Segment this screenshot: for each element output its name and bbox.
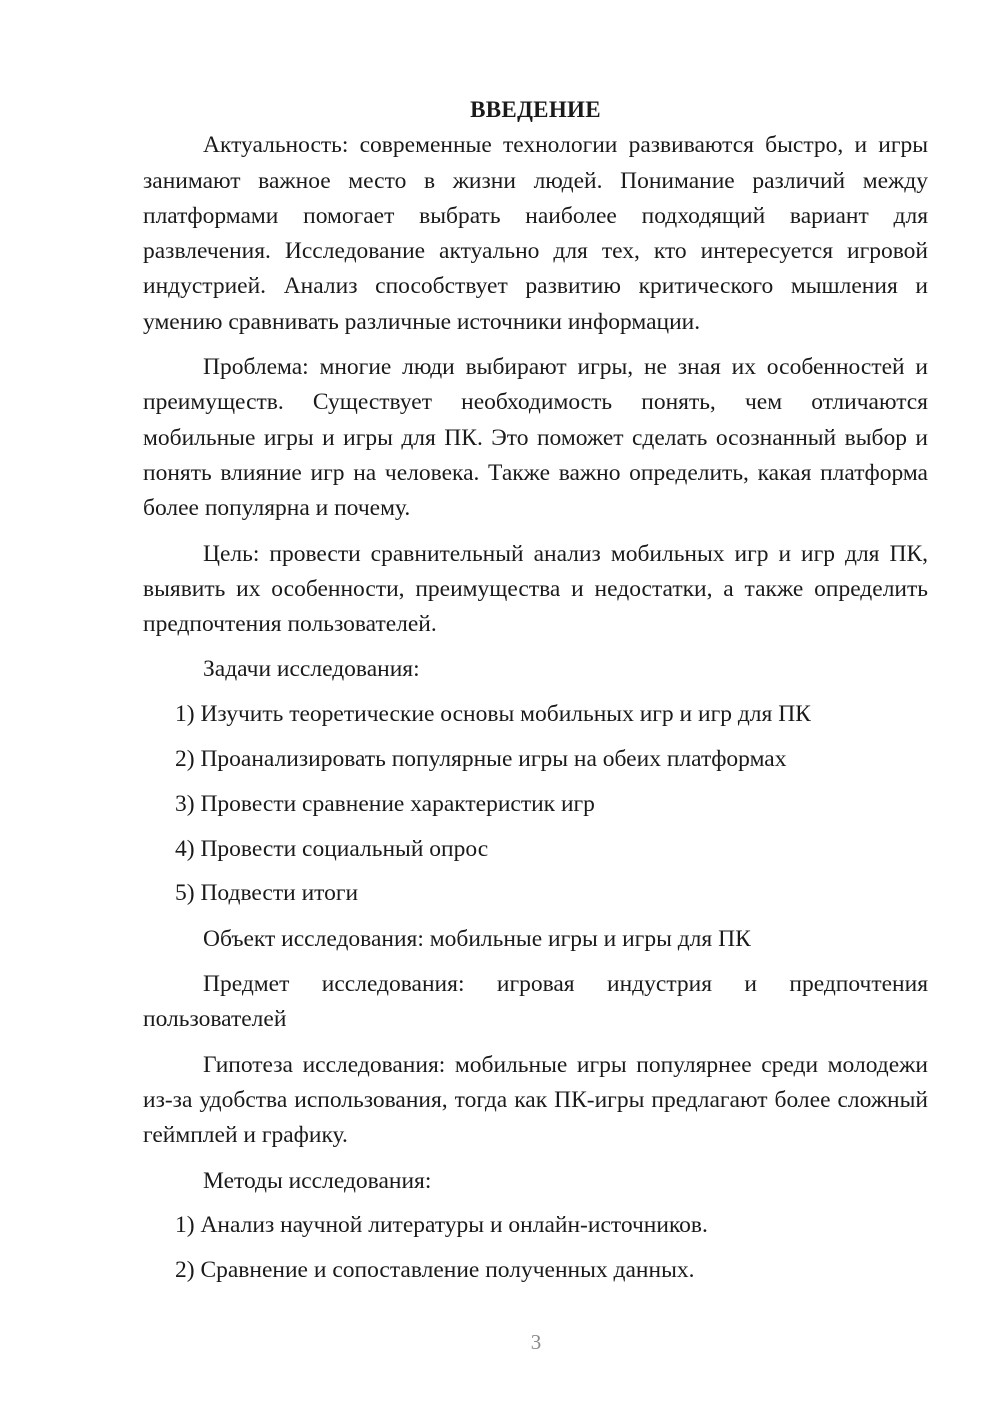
object-paragraph: Объект исследования: мобильные игры и игры для ПК	[203, 925, 751, 952]
goal-paragraph: Цель: провести сравнительный анализ мобильных игр и игр для ПК, выявить их особенности, преимущества и недостатки, а также определить предпочтения пользователей.	[143, 540, 928, 638]
page-number: 3	[530, 1330, 542, 1354]
method-item: 1) Анализ научной литературы и онлайн-источников.	[175, 1212, 708, 1239]
task-item: 3) Провести сравнение характеристик игр	[175, 790, 595, 817]
tasks-heading: Задачи исследования:	[203, 656, 420, 683]
task-item: 1) Изучить теоретические основы мобильных игр и игр для ПК	[175, 701, 811, 728]
methods-heading: Методы исследования:	[203, 1167, 432, 1194]
task-item: 4) Провести социальный опрос	[175, 835, 489, 862]
hypothesis-paragraph: Гипотеза исследования: мобильные игры популярнее среди молодежи из-за удобства использования, тогда как ПК-игры предлагают более сложный геймплей и графику.	[143, 1051, 928, 1149]
subject-paragraph: Предмет исследования: игровая индустрия и предпочтения пользователей	[143, 971, 928, 1033]
page-title: ВВЕДЕНИЕ	[470, 97, 601, 122]
task-item: 5) Подвести итоги	[175, 880, 359, 907]
method-item: 2) Сравнение и сопоставление полученных данных.	[175, 1257, 695, 1284]
page-content	[143, 92, 928, 1288]
relevance-paragraph: Актуальность: современные технологии развиваются быстро, и игры занимают важное место в жизни людей. Понимание различий между платформами помогает выбрать наиболее подходящий вариант для развлечения. Исследование актуально для тех, кто интересуется игровой индустрией. Анализ способствует развитию критического мышления и умению сравнивать различные источники информации.	[143, 132, 928, 335]
task-item: 2) Проанализировать популярные игры на обеих платформах	[175, 746, 787, 773]
problem-paragraph: Проблема: многие люди выбирают игры, не зная их особенностей и преимуществ. Существует необходимость понять, чем отличаются мобильные игры и игры для ПК. Это поможет сделать осознанный выбор и понять влияние игр на человека. Также важно определить, какая платформа более популярна и почему.	[143, 354, 928, 522]
